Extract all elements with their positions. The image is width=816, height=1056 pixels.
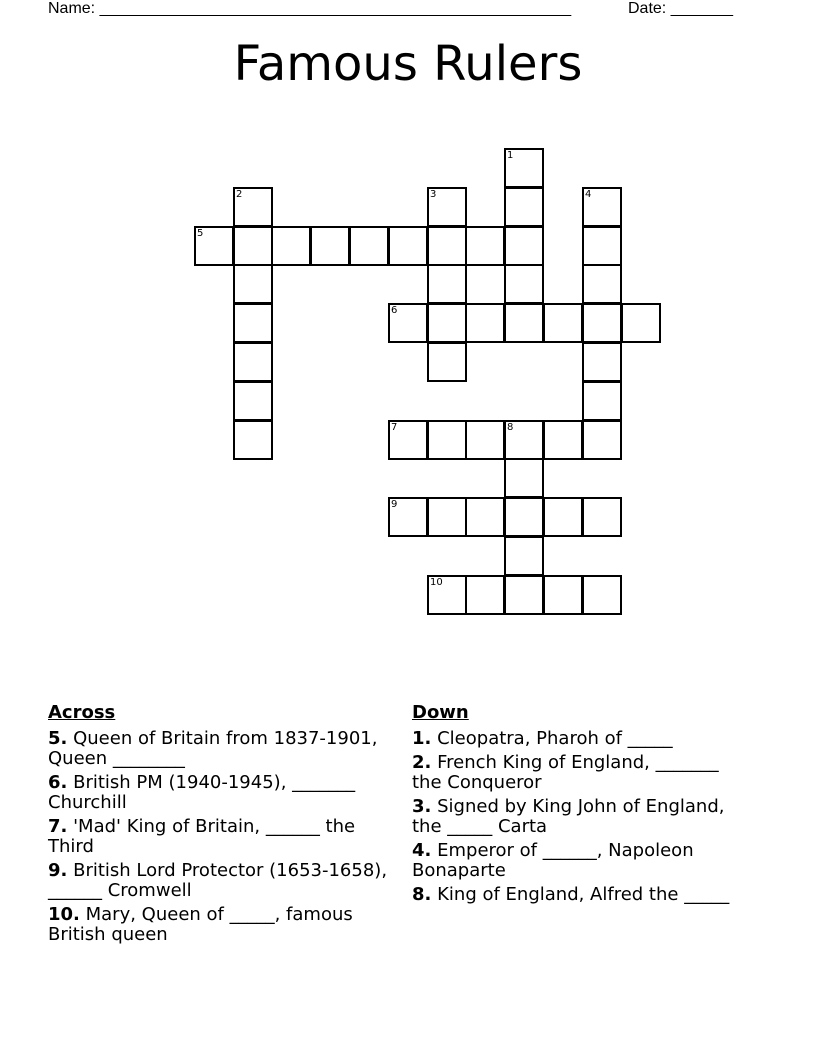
clue-across-9 (48, 861, 388, 901)
grid-cell[interactable] (388, 420, 428, 460)
clue-across-5 (48, 729, 388, 769)
grid-cell[interactable] (427, 420, 467, 460)
cell-number: 6 (391, 305, 398, 316)
grid-cell[interactable] (427, 226, 467, 266)
clue-down-3 (412, 797, 752, 837)
grid-cell[interactable] (233, 381, 273, 421)
grid-cell[interactable] (504, 303, 544, 343)
grid-cell[interactable] (504, 187, 544, 227)
grid-cell[interactable] (465, 303, 505, 343)
grid-cell[interactable] (543, 420, 583, 460)
page-title: Famous Rulers (233, 36, 583, 92)
grid-cell[interactable] (427, 303, 467, 343)
clue-text: British Lord Protector (1653-1658), ______ Cromwell (48, 860, 388, 901)
grid-cell[interactable] (504, 420, 544, 460)
clue-down-2 (412, 753, 752, 793)
grid-cell[interactable] (427, 264, 467, 304)
cell-number: 9 (391, 499, 398, 510)
grid-cell[interactable] (388, 226, 428, 266)
clue-number: 7. (48, 816, 68, 837)
cell-number: 7 (391, 422, 398, 433)
clue-text: King of England, Alfred the _____ (437, 884, 730, 905)
cell-number: 10 (430, 577, 443, 588)
grid-cell[interactable] (621, 303, 661, 343)
grid-cell[interactable] (233, 342, 273, 382)
clue-down-4 (412, 841, 752, 881)
clue-across-6 (48, 773, 388, 813)
grid-cell[interactable] (233, 187, 273, 227)
grid-cell[interactable] (233, 420, 273, 460)
cell-number: 4 (585, 189, 592, 200)
clue-number: 6. (48, 772, 68, 793)
grid-cell[interactable] (504, 575, 544, 615)
grid-cell[interactable] (310, 226, 350, 266)
clue-number: 1. (412, 728, 432, 749)
clue-text: Queen of Britain from 1837-1901, Queen ________ (48, 728, 378, 769)
cell-number: 5 (197, 228, 204, 239)
grid-cell[interactable] (582, 264, 622, 304)
grid-cell[interactable] (504, 497, 544, 537)
grid-cell[interactable] (582, 497, 622, 537)
grid-cell[interactable] (349, 226, 389, 266)
grid-cell[interactable] (427, 187, 467, 227)
clue-text: British PM (1940-1945), _______ Churchill (48, 772, 356, 813)
clue-text: French King of England, _______ the Conqueror (412, 752, 719, 793)
cell-number: 8 (507, 422, 514, 433)
clue-text: Emperor of ______, Napoleon Bonaparte (412, 840, 694, 881)
grid-cell[interactable] (504, 264, 544, 304)
grid-cell[interactable] (427, 575, 467, 615)
grid-cell[interactable] (233, 303, 273, 343)
clue-number: 5. (48, 728, 68, 749)
grid-cell[interactable] (271, 226, 311, 266)
grid-cell[interactable] (465, 226, 505, 266)
clue-text: Signed by King John of England, the _____ Carta (412, 796, 725, 837)
down-clues (412, 703, 752, 909)
date-field-label[interactable]: Date: _______ (628, 0, 733, 17)
across-heading: Across (48, 702, 116, 723)
grid-cell[interactable] (427, 342, 467, 382)
grid-cell[interactable] (504, 226, 544, 266)
grid-cell[interactable] (543, 303, 583, 343)
grid-cell[interactable] (582, 575, 622, 615)
clue-number: 4. (412, 840, 432, 861)
grid-cell[interactable] (465, 497, 505, 537)
clue-across-10 (48, 905, 388, 945)
down-heading: Down (412, 702, 469, 723)
grid-cell[interactable] (465, 575, 505, 615)
clue-down-1 (412, 729, 752, 749)
grid-cell[interactable] (388, 303, 428, 343)
grid-cell[interactable] (233, 264, 273, 304)
clue-number: 3. (412, 796, 432, 817)
grid-cell[interactable] (582, 226, 622, 266)
grid-cell[interactable] (582, 381, 622, 421)
clue-down-8 (412, 885, 752, 905)
clue-number: 10. (48, 904, 80, 925)
clue-text: Mary, Queen of _____, famous British queen (48, 904, 353, 945)
cell-number: 1 (507, 150, 514, 161)
grid-cell[interactable] (388, 497, 428, 537)
clue-text: 'Mad' King of Britain, ______ the Third (48, 816, 356, 857)
clue-number: 8. (412, 884, 432, 905)
clue-number: 9. (48, 860, 68, 881)
grid-cell[interactable] (582, 303, 622, 343)
grid-cell[interactable] (543, 497, 583, 537)
cell-number: 3 (430, 189, 437, 200)
grid-cell[interactable] (504, 148, 544, 188)
grid-cell[interactable] (465, 420, 505, 460)
across-clues (48, 703, 388, 949)
grid-cell[interactable] (543, 575, 583, 615)
grid-cell[interactable] (504, 458, 544, 498)
grid-cell[interactable] (582, 420, 622, 460)
clue-number: 2. (412, 752, 432, 773)
cell-number: 2 (236, 189, 243, 200)
name-field-label[interactable]: Name: _____________________________________________________ (48, 0, 572, 17)
grid-cell[interactable] (582, 187, 622, 227)
grid-cell[interactable] (504, 536, 544, 576)
grid-cell[interactable] (194, 226, 234, 266)
grid-cell[interactable] (233, 226, 273, 266)
clue-across-7 (48, 817, 388, 857)
grid-cell[interactable] (582, 342, 622, 382)
clue-text: Cleopatra, Pharoh of _____ (437, 728, 673, 749)
grid-cell[interactable] (427, 497, 467, 537)
